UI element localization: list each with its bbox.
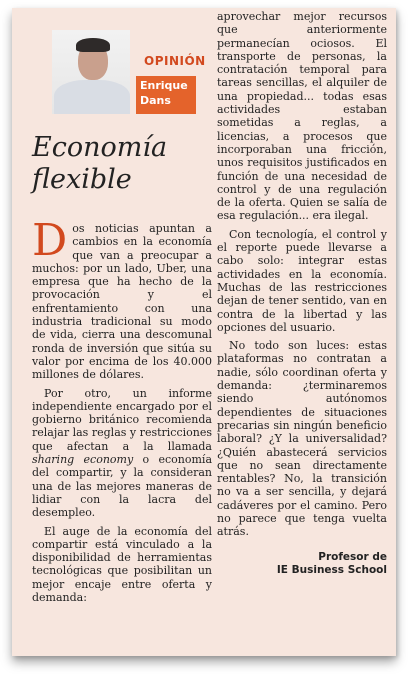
byline-header <box>32 8 212 120</box>
paragraph-2-emphasis: sharing economy <box>32 453 134 467</box>
signature-line-1: Profesor de <box>318 550 387 563</box>
author-signature <box>217 551 387 577</box>
paragraph-1 <box>32 215 212 382</box>
author-photo <box>52 30 130 114</box>
paragraph-3: El auge de la economía del compartir está vinculado a la disponibilidad de herramientas tecnológicas que posibilitan un mejor encaje entre oferta y demanda: <box>32 524 212 605</box>
paragraph-6: No todo son luces: estas plataformas no contratan a nadie, sólo coordinan oferta y demanda: ¿terminaremos siendo autónomos dependientes de situaciones precarias sin ningún beneficio laboral? ¿Y la universalidad? ¿Quién abastecerá servicios que no sean directamente rentables? No, la transición no va a ser sencilla, y dejará cadáveres por el camino. Pero no parece que tenga vuelta atrás. <box>217 339 387 539</box>
right-column <box>217 10 387 577</box>
title-line-2: flexible <box>32 164 132 195</box>
title-line-1: Economía <box>32 132 168 163</box>
author-last-name: Dans <box>140 94 171 107</box>
paragraph-2 <box>32 387 212 520</box>
paragraph-2-text-b: o economía del compartir, y la consideran una de las mejores maneras de lidiar con la lacra del desempleo. <box>32 453 212 520</box>
author-first-name: Enrique <box>140 79 188 92</box>
author-photo-hair <box>76 38 110 52</box>
section-label: OPINIÓN <box>144 54 206 68</box>
drop-cap: D <box>32 215 68 266</box>
author-photo-shirt <box>54 80 130 114</box>
paragraph-5: Con tecnología, el control y el reporte puede llevarse a cabo solo: integrar estas actividades en la economía. Muchas de las restricciones dejan de tener sentido, van en contra de la libertad y las opciones del usuario. <box>217 227 387 334</box>
author-name <box>140 78 196 108</box>
paragraph-2-text-a: Por otro, un informe independiente encargado por el gobierno británico recomienda relajar las reglas y restricciones que afectan a la llamada <box>32 386 212 453</box>
newspaper-clipping <box>12 8 396 656</box>
paragraph-1-text: os noticias apuntan a cambios en la economía que van a preocupar a muchos: por un lado, Uber, una empresa que ha hecho de la provocación y el enfrentamiento con una industria tradicional su modo de vida, cierra una descomunal ronda de inversión que sitúa su valor por encima de los 40.000 millones de dólares. <box>32 222 212 382</box>
left-column <box>32 8 212 604</box>
article-title <box>32 132 212 196</box>
paragraph-4: aprovechar mejor recursos que anteriormente permanecían ociosos. El transporte de personas, la contratación temporal para tareas sencillas, el alquiler de una propiedad... todas esas actividades estaban sometidas a reglas, a licencias, a procesos que incorporaban una fricción, unos requisitos justificados en función de una necesidad de control y de una regulación de la oferta. Quien se salía de esa regulación... era ilegal. <box>217 10 387 223</box>
signature-line-2: IE Business School <box>276 563 387 576</box>
